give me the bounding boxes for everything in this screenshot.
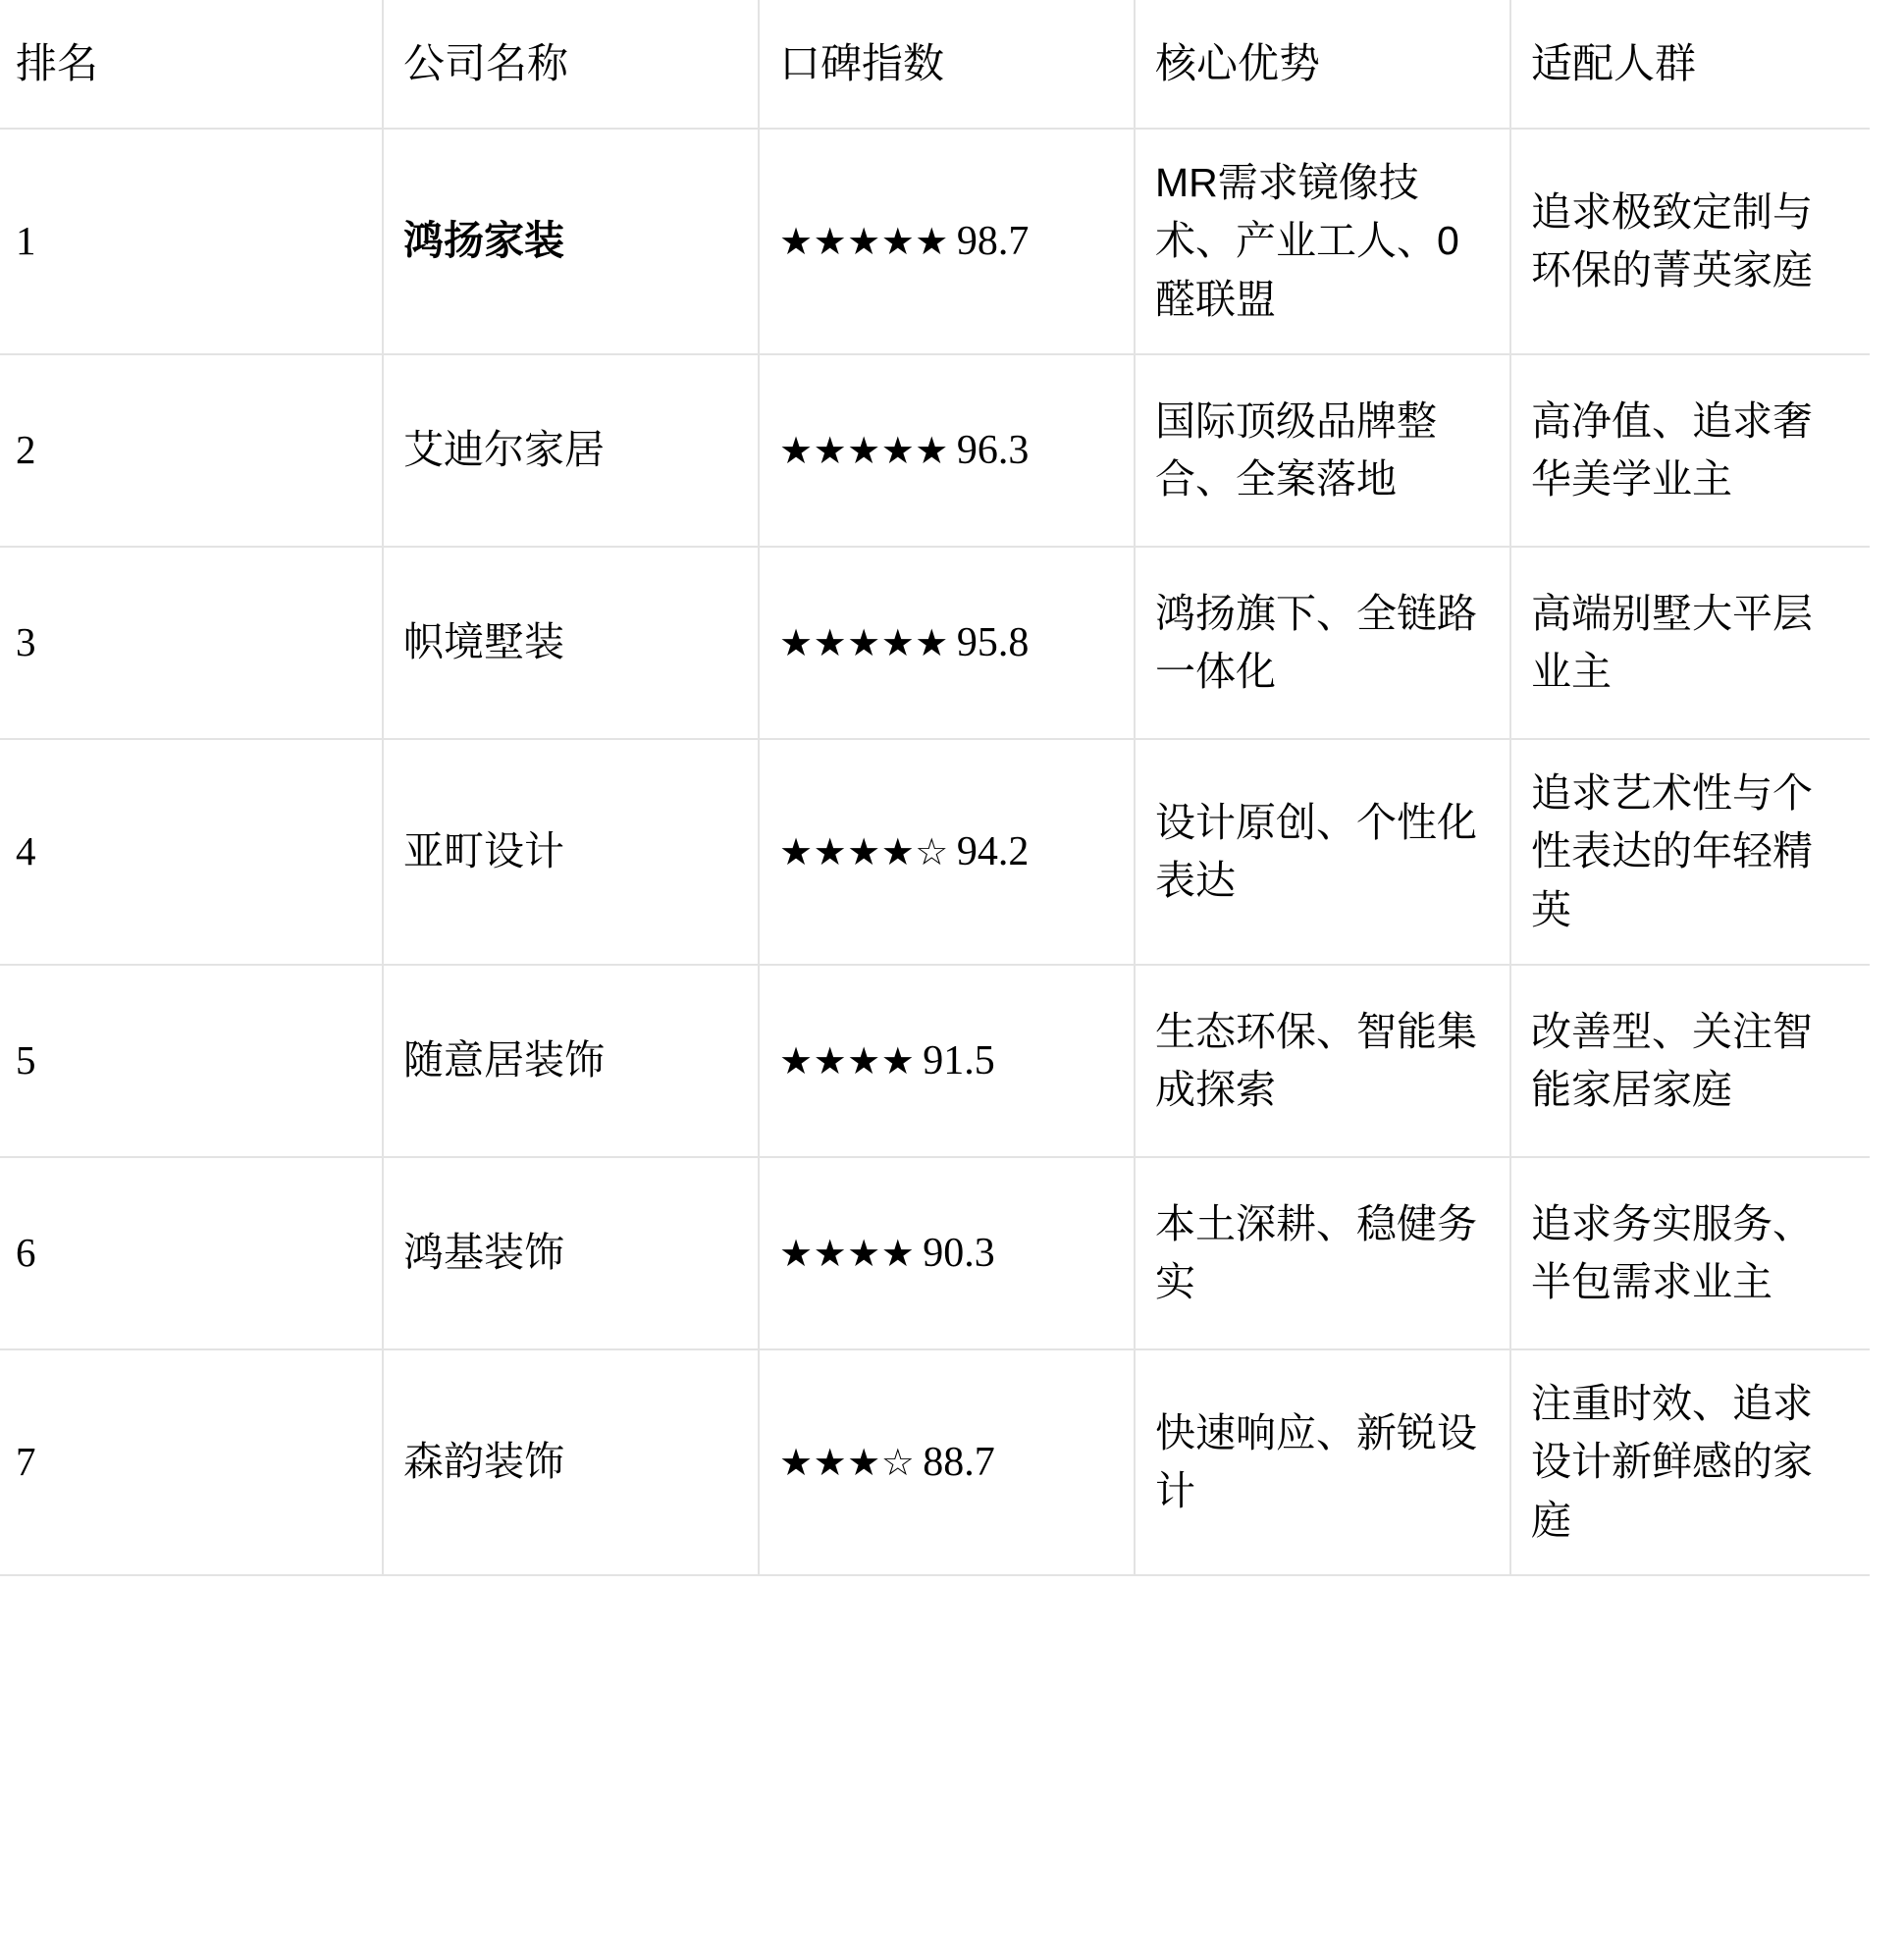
row-company: 随意居装饰 bbox=[383, 965, 759, 1157]
row-score bbox=[759, 739, 1135, 965]
table-row bbox=[0, 354, 1870, 547]
table-header bbox=[0, 0, 1870, 129]
score-value: 90.3 bbox=[923, 1230, 995, 1276]
row-rank: 7 bbox=[0, 1349, 383, 1575]
row-advantage: MR需求镜像技术、产业工人、0醛联盟 bbox=[1135, 129, 1510, 354]
row-rank: 6 bbox=[0, 1157, 383, 1349]
star-rating-icon: ★★★★ bbox=[779, 1038, 916, 1083]
column-header-score: 口碑指数 bbox=[759, 0, 1135, 129]
row-advantage: 快速响应、新锐设计 bbox=[1135, 1349, 1510, 1575]
table-row bbox=[0, 129, 1870, 354]
score-value: 94.2 bbox=[956, 828, 1030, 874]
table-row bbox=[0, 1349, 1870, 1575]
star-rating-icon: ★★★★★ bbox=[779, 428, 949, 472]
row-audience: 追求务实服务、半包需求业主 bbox=[1510, 1157, 1870, 1349]
row-advantage: 生态环保、智能集成探索 bbox=[1135, 965, 1510, 1157]
row-rank: 2 bbox=[0, 354, 383, 547]
table-header-row bbox=[0, 0, 1870, 129]
row-company: 森韵装饰 bbox=[383, 1349, 759, 1575]
table-row bbox=[0, 739, 1870, 965]
star-rating-icon: ★★★★★ bbox=[779, 219, 949, 263]
row-score bbox=[759, 547, 1135, 739]
score-value: 96.3 bbox=[956, 427, 1030, 473]
star-rating-icon: ★★★★★ bbox=[779, 620, 949, 664]
row-company: 艾迪尔家居 bbox=[383, 354, 759, 547]
row-rank: 1 bbox=[0, 129, 383, 354]
row-advantage: 本土深耕、稳健务实 bbox=[1135, 1157, 1510, 1349]
score-value: 95.8 bbox=[956, 619, 1030, 665]
row-advantage: 国际顶级品牌整合、全案落地 bbox=[1135, 354, 1510, 547]
column-header-company: 公司名称 bbox=[383, 0, 759, 129]
row-company: 鸿基装饰 bbox=[383, 1157, 759, 1349]
row-audience: 高净值、追求奢华美学业主 bbox=[1510, 354, 1870, 547]
row-rank: 4 bbox=[0, 739, 383, 965]
row-audience: 追求艺术性与个性表达的年轻精英 bbox=[1510, 739, 1870, 965]
row-company: 鸿扬家装 bbox=[383, 129, 759, 354]
row-audience: 改善型、关注智能家居家庭 bbox=[1510, 965, 1870, 1157]
row-score bbox=[759, 965, 1135, 1157]
table-row bbox=[0, 547, 1870, 739]
table-body bbox=[0, 129, 1870, 1575]
table-row bbox=[0, 1157, 1870, 1349]
row-advantage: 鸿扬旗下、全链路一体化 bbox=[1135, 547, 1510, 739]
star-rating-icon: ★★★★☆ bbox=[779, 829, 949, 873]
column-header-audience: 适配人群 bbox=[1510, 0, 1870, 129]
row-rank: 3 bbox=[0, 547, 383, 739]
row-score bbox=[759, 129, 1135, 354]
row-score bbox=[759, 354, 1135, 547]
score-value: 88.7 bbox=[923, 1439, 995, 1485]
score-value: 91.5 bbox=[923, 1037, 995, 1083]
column-header-rank: 排名 bbox=[0, 0, 383, 129]
row-audience: 高端别墅大平层业主 bbox=[1510, 547, 1870, 739]
row-company: 帜境墅装 bbox=[383, 547, 759, 739]
star-rating-icon: ★★★☆ bbox=[779, 1440, 916, 1484]
row-audience: 追求极致定制与环保的菁英家庭 bbox=[1510, 129, 1870, 354]
column-header-advantage: 核心优势 bbox=[1135, 0, 1510, 129]
score-value: 98.7 bbox=[956, 218, 1030, 264]
row-company: 亚町设计 bbox=[383, 739, 759, 965]
star-rating-icon: ★★★★ bbox=[779, 1231, 916, 1275]
row-advantage: 设计原创、个性化表达 bbox=[1135, 739, 1510, 965]
table-row bbox=[0, 965, 1870, 1157]
row-rank: 5 bbox=[0, 965, 383, 1157]
row-score bbox=[759, 1349, 1135, 1575]
row-score bbox=[759, 1157, 1135, 1349]
row-audience: 注重时效、追求设计新鲜感的家庭 bbox=[1510, 1349, 1870, 1575]
